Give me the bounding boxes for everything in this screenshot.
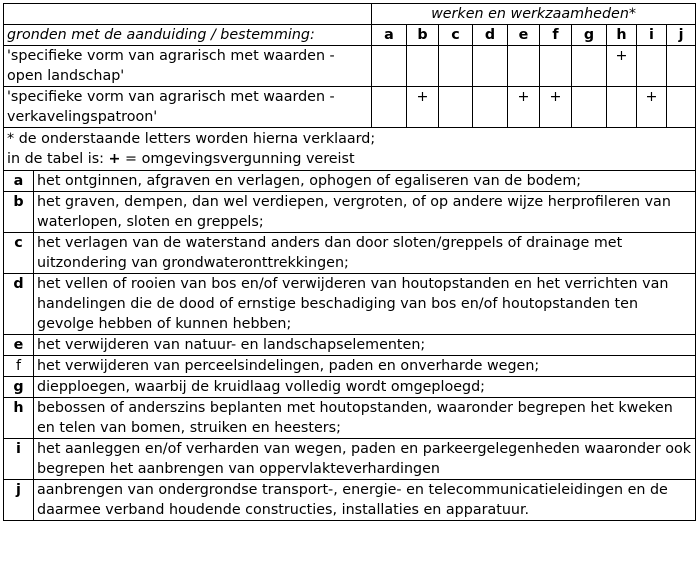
plus-explanation-suffix: = omgevingsvergunning vereist [120, 151, 355, 167]
notes-row [4, 128, 696, 171]
letter-header: b [407, 25, 439, 46]
legend-text: het verwijderen van perceelsindelingen, paden en onverharde wegen; [34, 356, 696, 377]
letter-header: d [473, 25, 508, 46]
footnote-explanation: * de onderstaande letters worden hierna verklaard; [7, 131, 376, 147]
legend-row [4, 233, 696, 274]
legend-letter: i [4, 439, 34, 480]
works-caption: werken en werkzaamheden* [372, 4, 696, 25]
mark-cell [372, 46, 407, 87]
legend-text: het vellen of rooien van bos en/of verwijderen van houtopstanden en het verrichten van handelingen die de dood of ernstige beschadiging van bos en/of houtopstanden ten gevolge hebben of kunnen hebben; [34, 274, 696, 335]
mark-cell [667, 87, 696, 128]
legend-text: het graven, dempen, dan wel verdiepen, vergroten, of op andere wijze herprofileren van waterlopen, sloten en greppels; [34, 192, 696, 233]
permit-table [3, 3, 696, 521]
legend-letter: b [4, 192, 34, 233]
permit-table-document [3, 3, 695, 521]
zone-label: 'specifieke vorm van agrarisch met waarden - open landschap' [4, 46, 372, 87]
mark-cell [572, 87, 607, 128]
legend-text: het verlagen van de waterstand anders dan door sloten/greppels of drainage met uitzondering van grondwateronttrekkingen; [34, 233, 696, 274]
legend-letter: f [4, 356, 34, 377]
mark-cell: + [607, 46, 637, 87]
legend-letter: c [4, 233, 34, 274]
legend-text: aanbrengen van ondergrondse transport-, energie- en telecommunicatieleidingen en de daarmee verband houdende constructies, installaties en apparatuur. [34, 480, 696, 521]
legend-text: het aanleggen en/of verharden van wegen, paden en parkeergelegenheden waaronder ook begrepen het aanbrengen van oppervlakteverhardingen [34, 439, 696, 480]
mark-cell: + [637, 87, 667, 128]
legend-text: bebossen of anderszins beplanten met houtopstanden, waaronder begrepen het kweken en telen van bomen, struiken en heesters; [34, 398, 696, 439]
mark-cell [407, 46, 439, 87]
plus-explanation-prefix: in de tabel is: [7, 151, 109, 167]
legend-letter: h [4, 398, 34, 439]
mark-cell [372, 87, 407, 128]
mark-cell: + [508, 87, 540, 128]
legend-text: diepploegen, waarbij de kruidlaag volledig wordt omgeploegd; [34, 377, 696, 398]
legend-letter: g [4, 377, 34, 398]
plus-explanation [7, 149, 692, 169]
matrix-row [4, 87, 696, 128]
mark-cell [439, 87, 473, 128]
legend-row [4, 192, 696, 233]
mark-cell [508, 46, 540, 87]
legend-text: het verwijderen van natuur- en landschapselementen; [34, 335, 696, 356]
letter-header: e [508, 25, 540, 46]
legend-row [4, 171, 696, 192]
mark-cell [540, 46, 572, 87]
matrix-row [4, 46, 696, 87]
mark-cell [637, 46, 667, 87]
letter-header: g [572, 25, 607, 46]
header-letters-row [4, 25, 696, 46]
letter-header: f [540, 25, 572, 46]
letter-header: j [667, 25, 696, 46]
letter-header: h [607, 25, 637, 46]
letter-header: i [637, 25, 667, 46]
mark-cell [473, 87, 508, 128]
header-blank-cell [4, 4, 372, 25]
mark-cell: + [540, 87, 572, 128]
legend-letter: e [4, 335, 34, 356]
legend-letter: a [4, 171, 34, 192]
legend-text: het ontginnen, afgraven en verlagen, ophogen of egaliseren van de bodem; [34, 171, 696, 192]
mark-cell [572, 46, 607, 87]
legend-letter: j [4, 480, 34, 521]
legend-row [4, 356, 696, 377]
header-caption-row [4, 4, 696, 25]
plus-symbol: + [108, 151, 121, 167]
notes-cell [4, 128, 696, 171]
letter-header: a [372, 25, 407, 46]
mark-cell [607, 87, 637, 128]
row-header-label: gronden met de aanduiding / bestemming: [4, 25, 372, 46]
legend-row [4, 439, 696, 480]
mark-cell [439, 46, 473, 87]
letter-header: c [439, 25, 473, 46]
mark-cell: + [407, 87, 439, 128]
mark-cell [667, 46, 696, 87]
legend-row [4, 335, 696, 356]
zone-label: 'specifieke vorm van agrarisch met waarden - verkavelingspatroon' [4, 87, 372, 128]
mark-cell [473, 46, 508, 87]
legend-letter: d [4, 274, 34, 335]
legend-row [4, 480, 696, 521]
legend-row [4, 398, 696, 439]
legend-row [4, 274, 696, 335]
legend-row [4, 377, 696, 398]
